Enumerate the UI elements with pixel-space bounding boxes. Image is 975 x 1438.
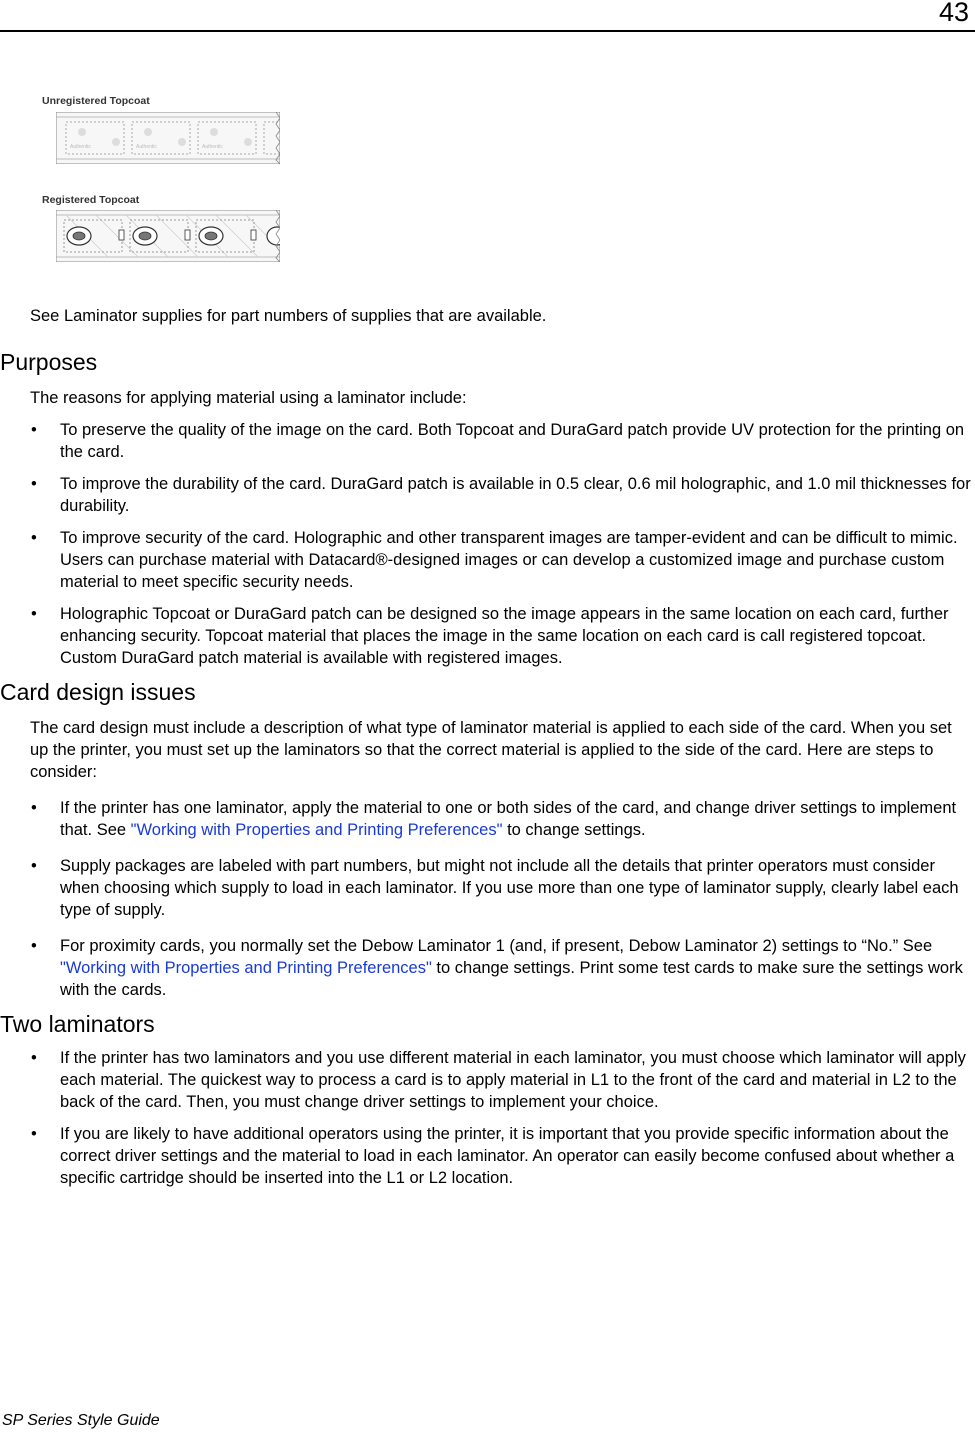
list-item: • Supply packages are labeled with part numbers, but might not include all the details that printer operators must consider when choosing which supply to load in each laminator. If you use more than one type of laminator supply, clearly label each type of supply. <box>31 857 959 919</box>
two-laminators-heading: Two laminators <box>0 1011 155 1037</box>
list-item: • To improve the durability of the card. DuraGard patch is available in 0.5 clear, 0.6 mil holographic, and 1.0 mil thicknesses for durability. <box>31 475 971 515</box>
svg-text:Authentic: Authentic <box>202 144 223 150</box>
card-design-intro: The card design must include a description of what type of laminator material is applied to each side of the card. When you set up the printer, you must set up the laminators so that the correct material is applied to the side of the card. Here are steps to consider: <box>30 719 952 781</box>
list-item: • For proximity cards, you normally set the Debow Laminator 1 (and, if present, Debow Laminator 2) settings to “No.” See "Working with Properties and Printing Preferences" to change settings. Print some test cards to make sure the settings work with the cards. <box>31 937 963 999</box>
svg-text:Authentic: Authentic <box>70 144 91 150</box>
main-content <box>0 300 975 1189</box>
list-item: • If you are likely to have additional operators using the printer, it is important that you provide specific information about the correct driver settings and the material to load in each laminator. An operator can easily become confused about whether a specific cartridge should be inserted into the L1 or L2 location. <box>31 1125 955 1187</box>
footer-title: SP Series Style Guide <box>2 1412 160 1429</box>
page-number: 43 <box>938 0 969 27</box>
purposes-intro: The reasons for applying material using a laminator include: <box>30 389 467 407</box>
working-with-properties-link[interactable]: "Working with Properties and Printing Preferences" <box>60 959 432 977</box>
list-item: • If the printer has two laminators and you use different material in each laminator, you must choose which laminator will apply each material. The quickest way to process a card is to apply material in L1 to the front of the card and material in L2 to the back of the card. Then, you must change driver settings to implement your choice. <box>31 1049 966 1111</box>
list-item: • To improve security of the card. Holographic and other transparent images are tamper-evident and can be difficult to mimic. Users can purchase material with Datacard®-designed images or can develop a customized image and purchase custom material to meet specific security needs. <box>31 529 958 591</box>
header-rule <box>0 30 975 32</box>
registered-topcoat-label: Registered Topcoat <box>42 194 140 206</box>
svg-text:Authentic: Authentic <box>136 144 157 150</box>
topcoat-figure <box>36 90 286 270</box>
two-laminators-list <box>0 1047 975 1189</box>
purposes-list <box>0 419 975 669</box>
list-item: • Holographic Topcoat or DuraGard patch can be designed so the image appears in the same location on each card, further enhancing security. Topcoat material that places the image in the same location on each card is call registered topcoat. Custom DuraGard patch material is available with registered images. <box>31 605 949 667</box>
working-with-properties-link[interactable]: "Working with Properties and Printing Preferences" <box>130 821 503 839</box>
list-item: • To preserve the quality of the image on the card. Both Topcoat and DuraGard patch provide UV protection for the printing on the card. <box>31 421 965 461</box>
card-design-list <box>0 797 975 1001</box>
card-design-heading: Card design issues <box>0 679 196 705</box>
registered-topcoat-strip <box>56 210 280 262</box>
unregistered-topcoat-strip <box>56 112 280 164</box>
unregistered-topcoat-label: Unregistered Topcoat <box>42 95 150 107</box>
purposes-heading: Purposes <box>0 349 98 375</box>
intro-paragraph: See Laminator supplies for part numbers of supplies that are available. <box>30 307 547 325</box>
list-item: • If the printer has one laminator, apply the material to one or both sides of the card, and change driver settings to implement that. See "Working with Properties and Printing Preferences" to change settings. <box>31 799 957 839</box>
